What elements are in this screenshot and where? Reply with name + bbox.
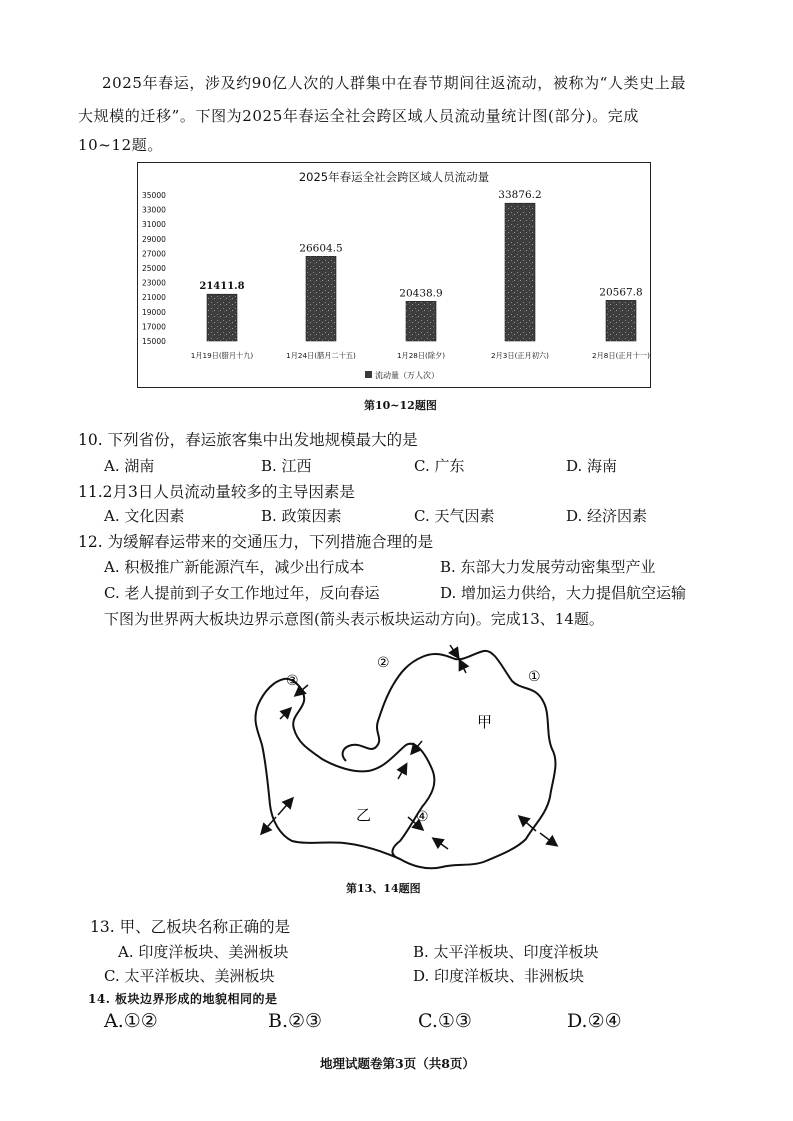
- x-category-label: 1月24日(腊月二十五): [286, 351, 356, 360]
- y-tick-label: 23000: [142, 278, 166, 288]
- x-category-label: 1月19日(腊月十九): [190, 351, 254, 360]
- q12-option-b[interactable]: B. 东部大力发展劳动密集型产业: [440, 558, 656, 576]
- q11-option-a[interactable]: A. 文化因素: [104, 507, 185, 525]
- x-axis-labels: [191, 351, 650, 360]
- bar-value-label: 26604.5: [299, 242, 343, 255]
- y-tick-label: 21000: [142, 293, 166, 303]
- flow-bar-chart: [137, 162, 651, 388]
- arrow-mid-b: [398, 765, 406, 779]
- q14-option-a[interactable]: A.①②: [104, 1010, 158, 1032]
- bar: [207, 294, 237, 341]
- bar: [306, 256, 336, 341]
- arrow-mid-a: [412, 741, 422, 753]
- arrow-right-out-b: [540, 833, 556, 845]
- y-tick-label: 29000: [142, 234, 166, 244]
- y-tick-label: 33000: [142, 205, 166, 215]
- y-tick-label: 15000: [142, 337, 166, 346]
- arrow-2-top-a: [450, 645, 458, 657]
- arrow-2-top-b: [460, 661, 466, 673]
- chart-canvas: [138, 163, 650, 387]
- bar-value-label: 33876.2: [498, 189, 542, 202]
- plate-inner-boundary: [343, 685, 393, 761]
- q12-stem: 12. 为缓解春运带来的交通压力，下列措施合理的是: [78, 533, 434, 551]
- plate-outline: [255, 651, 555, 868]
- y-tick-label: 27000: [142, 249, 166, 259]
- q11-stem: 11.2月3日人员流动量较多的主导因素是: [78, 483, 355, 501]
- intro-line-2: 大规模的迁移”。下图为2025年春运全社会跨区域人员流动量统计图(部分)。完成: [78, 107, 639, 125]
- bar-value-label: 21411.8: [199, 281, 245, 293]
- y-tick-label: 35000: [142, 191, 166, 200]
- q11-option-d[interactable]: D. 经济因素: [566, 507, 648, 525]
- q14-stem: 14. 板块边界形成的地貌相同的是: [88, 992, 278, 1006]
- intro-line-1: 2025年春运，涉及约90亿人次的人群集中在春节期间往返流动，被称为“人类史上最: [102, 74, 686, 92]
- q10-option-d[interactable]: D. 海南: [566, 457, 618, 475]
- x-category-label: 2月3日(正月初六): [491, 351, 549, 360]
- q14-option-c[interactable]: C.①③: [418, 1010, 472, 1032]
- plate-boundary-map: [250, 645, 570, 877]
- q14-option-b[interactable]: B.②③: [268, 1010, 323, 1032]
- legend-label: 流动量（万人次）: [375, 371, 439, 380]
- bar: [406, 301, 436, 341]
- chart-caption: 第10~12题图: [364, 399, 437, 412]
- q11-option-c[interactable]: C. 天气因素: [414, 507, 495, 525]
- label-boundary-4: ④: [416, 809, 429, 825]
- map-caption: 第13、14题图: [346, 882, 421, 895]
- bars-group: [199, 189, 642, 341]
- y-tick-label: 31000: [142, 220, 166, 230]
- label-plate-jia: 甲: [477, 713, 493, 731]
- q12-option-c[interactable]: C. 老人提前到子女工作地过年，反向春运: [104, 584, 380, 602]
- arrow-right-out-a: [520, 817, 536, 831]
- label-boundary-3: ③: [286, 673, 299, 689]
- bar: [606, 300, 636, 341]
- y-tick-label: 25000: [142, 264, 166, 273]
- bar-value-label: 20438.9: [399, 287, 443, 300]
- arrow-left-out-b: [278, 799, 292, 815]
- q13-option-c[interactable]: C. 太平洋板块、美洲板块: [104, 967, 275, 985]
- x-category-label: 1月28日(除夕): [396, 351, 446, 360]
- q10-option-c[interactable]: C. 广东: [414, 457, 465, 475]
- page-footer: 地理试题卷第3页（共8页）: [320, 1056, 475, 1071]
- q10-option-b[interactable]: B. 江西: [261, 457, 312, 475]
- arrow-3-b: [280, 709, 290, 719]
- q10-stem: 10. 下列省份，春运旅客集中出发地规模最大的是: [78, 431, 418, 449]
- q13-option-d[interactable]: D. 印度洋板块、非洲板块: [413, 967, 585, 985]
- arrow-left-out-a: [262, 817, 276, 833]
- arrow-4-b: [434, 839, 448, 849]
- q14-option-d[interactable]: D.②④: [567, 1010, 622, 1032]
- q13-stem: 13. 甲、乙板块名称正确的是: [90, 918, 291, 936]
- y-tick-label: 19000: [142, 307, 166, 317]
- label-plate-yi: 乙: [356, 806, 372, 824]
- y-tick-label: 17000: [142, 322, 166, 332]
- bar: [505, 203, 535, 341]
- q12-option-d[interactable]: D. 增加运力供给，大力提倡航空运输: [440, 584, 687, 602]
- q10-option-a[interactable]: A. 湖南: [104, 457, 155, 475]
- q13-option-a[interactable]: A. 印度洋板块、美洲板块: [118, 943, 289, 961]
- q12-option-a[interactable]: A. 积极推广新能源汽车，减少出行成本: [104, 558, 365, 576]
- bar-value-label: 20567.8: [599, 286, 643, 299]
- x-category-label: 2月8日(正月十一): [592, 351, 650, 360]
- chart-title: 2025年春运全社会跨区域人员流动量: [298, 170, 490, 184]
- intro-line-3: 10~12题。: [78, 136, 163, 154]
- legend-swatch: [365, 371, 372, 378]
- y-axis: [142, 191, 166, 346]
- label-boundary-2: ②: [377, 655, 390, 671]
- q11-option-b[interactable]: B. 政策因素: [261, 507, 342, 525]
- q13-option-b[interactable]: B. 太平洋板块、印度洋板块: [413, 943, 599, 961]
- map-intro: 下图为世界两大板块边界示意图(箭头表示板块运动方向)。完成13、14题。: [104, 610, 604, 628]
- label-boundary-1: ①: [528, 669, 541, 685]
